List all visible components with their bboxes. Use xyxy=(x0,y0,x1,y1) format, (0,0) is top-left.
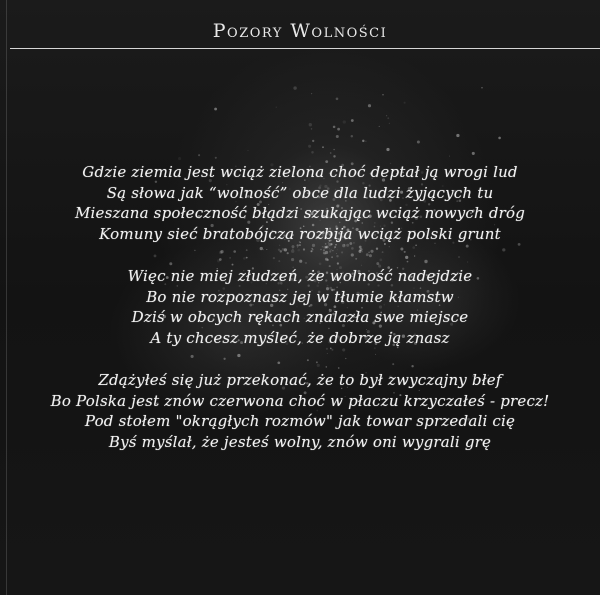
stanza-1 xyxy=(0,162,600,244)
lyric-line: Bo Polska jest znów czerwona choć w płaczu krzyczałeś - precz! xyxy=(50,391,550,410)
title-divider xyxy=(10,48,600,49)
stanza-2 xyxy=(0,266,600,348)
lyric-line: Pod stołem "okrągłych rozmów" jak towar sprzedali cię xyxy=(84,412,516,430)
lyric-line: A ty chcesz myśleć, że dobrze ją znasz xyxy=(150,328,450,347)
lyric-line: Byś myślał, że jesteś wolny, znów oni wygrali grę xyxy=(108,432,492,451)
page-title: Pozory Wolności xyxy=(212,20,388,42)
lyric-line: Gdzie ziemia jest wciąż zielona choć deptał ją wrogi lud xyxy=(82,163,518,181)
lyric-line: Są słowa jak “wolność” obce dla ludzi żyjących tu xyxy=(106,183,494,202)
lyric-line: Komuny sieć bratobójcza rozbija wciąż polski grunt xyxy=(99,224,501,243)
lyric-line: Więc nie miej złudzeń, że wolność nadejdzie xyxy=(127,267,473,285)
lyric-line: Dziś w obcych rękach znalazła swe miejsce xyxy=(131,308,469,326)
lyric-line: Zdążyłeś się już przekonać, że to był zwyczajny błef xyxy=(98,371,502,389)
lyrics-block xyxy=(0,162,600,474)
lyric-line: Bo nie rozpoznasz jej w tłumie kłamstw xyxy=(146,287,454,306)
stanza-3 xyxy=(0,370,600,452)
lyric-line: Mieszana społeczność błądzi szukając wciąż nowych dróg xyxy=(74,204,526,222)
